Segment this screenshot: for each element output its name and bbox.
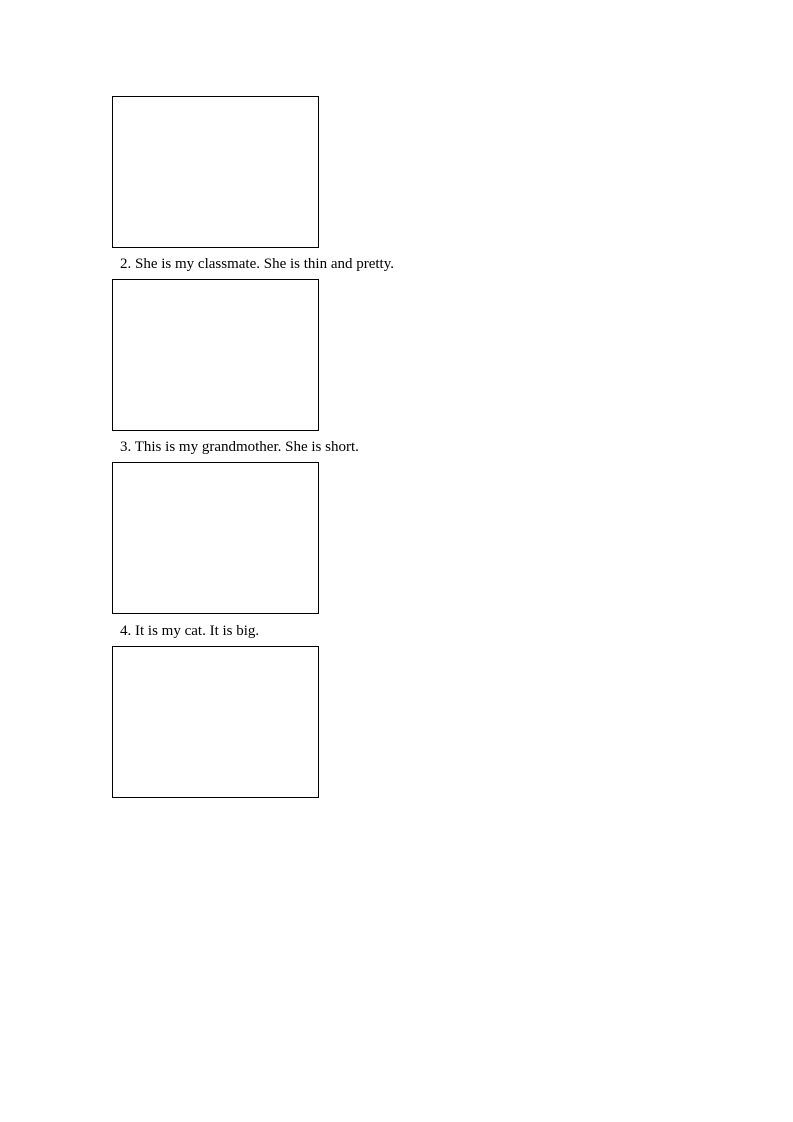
item-caption-4: 4. It is my cat. It is big. — [120, 623, 260, 639]
drawing-box-2 — [112, 279, 319, 431]
item-caption-3: 3. This is my grandmother. She is short. — [120, 439, 359, 455]
drawing-box-1 — [112, 96, 319, 248]
item-caption-2: 2. She is my classmate. She is thin and pretty. — [120, 256, 394, 272]
drawing-box-4 — [112, 646, 319, 798]
drawing-box-3 — [112, 462, 319, 614]
